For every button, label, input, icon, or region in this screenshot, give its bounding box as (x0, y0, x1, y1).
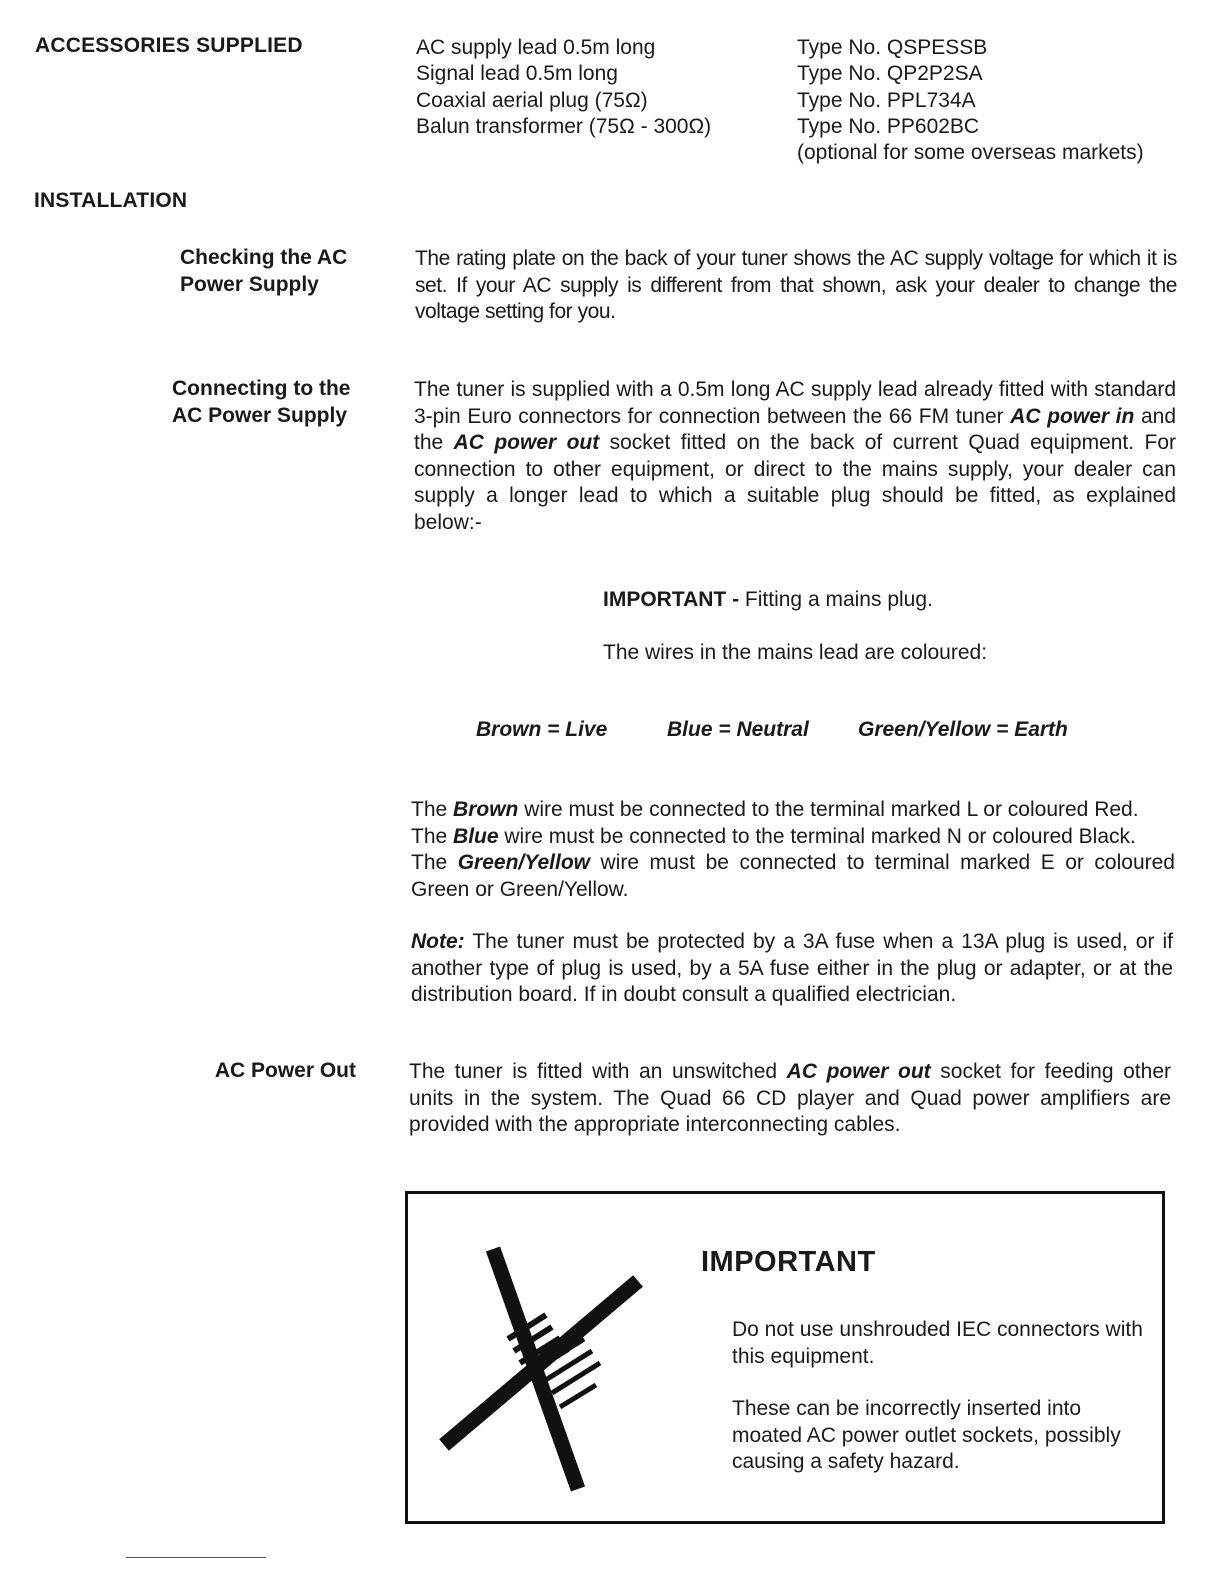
connecting-text: socket fitted on the back of current Quad equipment. For connection to other equipment, or direct to the mains supply, your dealer can supply a longer lead to which a suitable plug should be fitted, as explained below:- (414, 431, 1176, 534)
power-out-body (409, 1059, 1171, 1139)
green-yellow-term: Green/Yellow (457, 851, 590, 874)
wiring-line (411, 850, 1175, 903)
connecting-heading-line: Connecting to the (172, 377, 351, 400)
ac-power-in-term: AC power in (1010, 404, 1135, 428)
checking-heading-line: Power Supply (180, 273, 319, 296)
important-label: IMPORTANT - (603, 588, 740, 611)
connecting-text: and the (414, 404, 1177, 454)
connecting-body (414, 377, 1176, 536)
footer-rule (126, 1557, 266, 1558)
wiring-line (411, 824, 1175, 851)
accessory-item: AC supply lead 0.5m long (416, 36, 656, 59)
wiring-text: wire must be connected to the terminal marked L or coloured Red. (518, 798, 1139, 821)
warning-box (405, 1191, 1165, 1524)
crossed-out-connector-icon (428, 1239, 658, 1499)
accessory-item: Coaxial aerial plug (75Ω) (416, 88, 648, 112)
checking-heading-line: Checking the AC (180, 246, 348, 269)
power-out-text: The tuner is fitted with an unswitched (409, 1060, 787, 1083)
wire-green-earth: Green/Yellow = Earth (858, 718, 1068, 741)
wiring-instructions (411, 797, 1175, 903)
wire-brown-live: Brown = Live (476, 718, 608, 741)
wiring-text: wire must be connected to the terminal marked N or coloured Black. (498, 824, 1136, 848)
note-text: The tuner must be protected by a 3A fuse when a 13A plug is used, or if another type of plug is used, by a 5A fuse either in the plug or adapter, or at the distribution board. If in doubt consult a qualified electrician. (411, 930, 1173, 1006)
accessories-heading: ACCESSORIES SUPPLIED (35, 34, 303, 57)
accessory-type-list (797, 35, 1144, 166)
connecting-text: The tuner is supplied with a 0.5m long AC supply lead already fitted with standard 3-pin Euro connectors for connection between the 66 FM tuner (414, 378, 1176, 428)
warning-para-2: These can be incorrectly inserted into moated AC power outlet sockets, possibly causing a safety hazard. (732, 1397, 1121, 1473)
checking-heading (100, 244, 362, 298)
connecting-heading-line: AC Power Supply (172, 404, 348, 427)
accessory-type: Type No. QSPESSB (797, 36, 988, 59)
accessory-item: Balun transformer (75Ω - 300Ω) (416, 114, 712, 138)
warning-title: IMPORTANT (701, 1246, 876, 1278)
brown-term: Brown (453, 798, 519, 821)
installation-heading: INSTALLATION (34, 189, 188, 212)
wiring-text: The (411, 798, 454, 821)
important-text: Fitting a mains plug. (739, 588, 933, 611)
power-out-text: socket for feeding other units in the system. The Quad 66 CD player and Quad power amplifiers are provided with the appropriate interconnecting cables. (409, 1060, 1171, 1136)
blue-term: Blue (453, 824, 499, 848)
accessory-type: Type No. PP602BC (797, 114, 980, 138)
accessory-type: Type No. QP2P2SA (797, 62, 983, 86)
note-label: Note: (411, 930, 465, 953)
connecting-heading (100, 375, 362, 429)
accessory-item: Signal lead 0.5m long (416, 62, 618, 86)
accessories-list (416, 35, 711, 140)
wiring-text: The (411, 851, 458, 874)
fuse-note (411, 929, 1173, 1009)
wiring-text: wire must be connected to terminal marked E or coloured Green or Green/Yellow. (411, 851, 1175, 901)
ac-power-out-term: AC power out (786, 1060, 931, 1083)
wire-blue-neutral: Blue = Neutral (667, 718, 809, 741)
wiring-text: The (411, 824, 454, 848)
ac-power-out-term: AC power out (453, 431, 600, 454)
warning-para-1: Do not use unshrouded IEC connectors with this equipment. (732, 1318, 1143, 1368)
checking-body: The rating plate on the back of your tuner shows the AC supply voltage for which it is set. If your AC supply is different from that shown, ask your dealer to change the voltage setting for you. (415, 247, 1177, 323)
wiring-line (411, 797, 1175, 824)
mains-plug-important (603, 587, 933, 614)
power-out-heading: AC Power Out (214, 1059, 356, 1082)
wires-intro: The wires in the mains lead are coloured: (603, 641, 988, 664)
accessory-type-note: (optional for some overseas markets) (797, 141, 1144, 165)
accessory-type: Type No. PPL734A (797, 88, 976, 112)
